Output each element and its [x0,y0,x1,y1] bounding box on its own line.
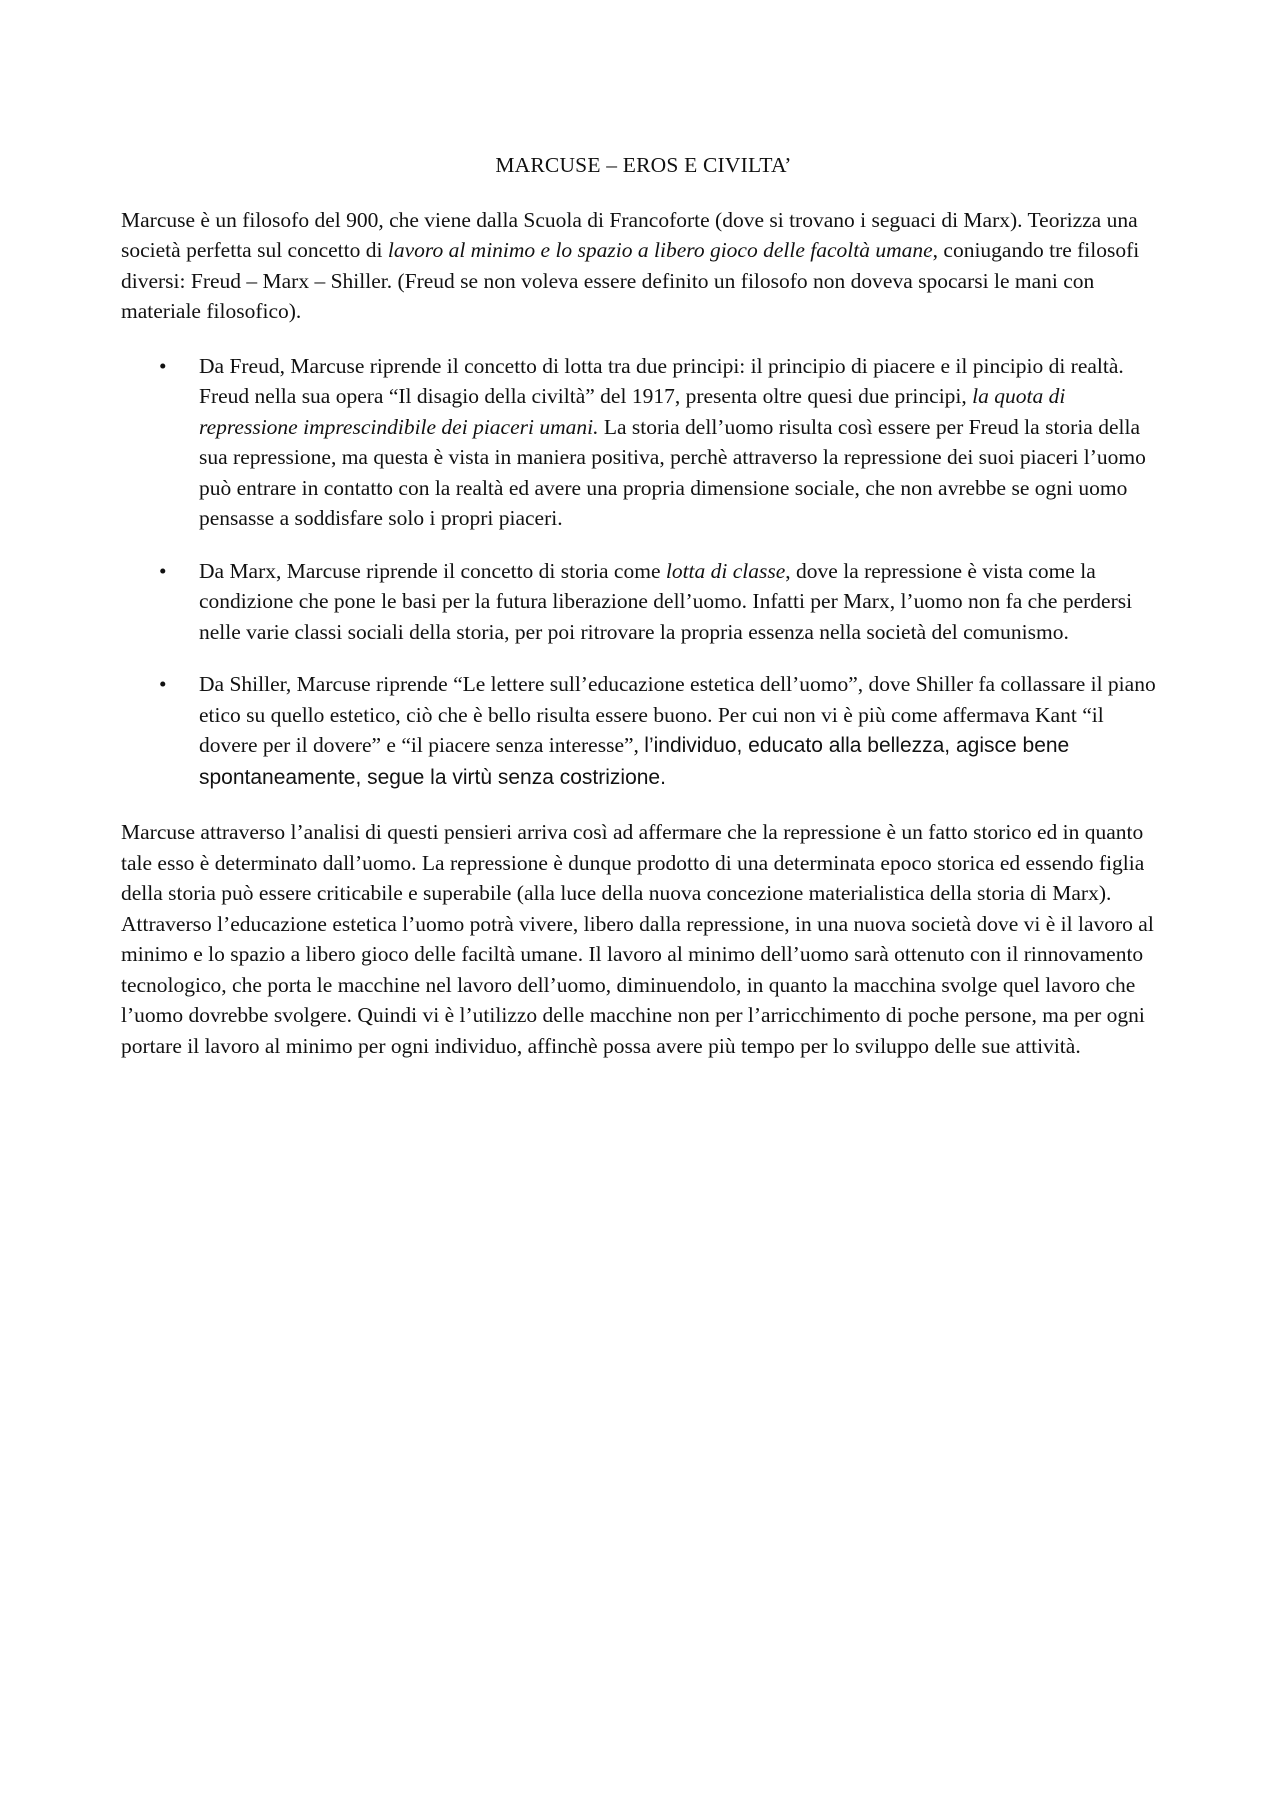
bullet-marker: • [159,558,167,583]
intro-italic-text: lavoro al minimo e lo spazio a libero gioco delle facoltà umane [387,238,933,262]
bullet-list [121,351,1166,794]
bullet-item-marx [121,556,1166,648]
bullet-marker: • [159,353,167,378]
bullet-marx-text-1: Da Marx, Marcuse riprende il concetto di storia come [199,558,666,583]
bullet-freud-italic-text: la quota di repressione imprescindibile dei piaceri umani. [199,384,1066,439]
bullet-item-shiller [121,669,1166,793]
bullet-item-freud [121,351,1166,534]
conclusion-paragraph: Marcuse attraverso l’analisi di questi pensieri arriva così ad affermare che la repressione è un fatto storico ed in quanto tale esso è determinato dall’uomo. La repressione è dunque prodotto di una determinata epoco storica ed essendo figlia della storia può essere criticabile e superabile (alla luce della nuova concezione materialistica della storia di Marx). Attraverso l’educazione estetica l’uomo potrà vivere, libero dalla repressione, in una nuova società dove vi è il lavoro al minimo e lo spazio a libero gioco delle faciltà umane. Il lavoro al minimo dell’uomo sarà ottenuto con il rinnovamento tecnologico, che porta le macchine nel lavoro dell’uomo, diminuendolo, in quanto la macchina svolge quel lavoro che l’uomo dovrebbe svolgere. Quindi vi è l’utilizzo delle macchine non per l’arricchimento di poche persone, ma per ogni portare il lavoro al minimo per ogni individuo, affinchè possa avere più tempo per lo sviluppo delle sue attività. [121,820,1154,1058]
bullet-marker: • [159,672,167,696]
document-body [121,150,1166,1085]
intro-paragraph [121,205,1166,327]
document-title: MARCUSE – EROS E CIVILTA’ [495,153,792,177]
bullet-shiller-text-1: Da Shiller, Marcuse riprende “Le lettere sull’educazione estetica dell’uomo”, dove Shiller fa collassare il piano etico su quello estetico, ciò che è bello risulta essere buono. Per cui non vi è più come affermava Kant “il dovere per il dovere” e “il piacere senza interesse”, [199,672,1156,757]
bullet-shiller-sans-text: l’individuo, educato alla bellezza, agisce bene spontaneamente, segue la virtù senza costrizione. [199,734,1070,789]
bullet-marx-italic-text: lotta di classe [665,558,786,583]
bullet-freud-text-1: Da Freud, Marcuse riprende il concetto di lotta tra due principi: il principio di piacere e il pincipio di realtà. Freud nella sua opera “Il disagio della civiltà” del 1917, presenta oltre quesi due principi, [199,353,1124,408]
intro-text-2: , coniugando tre filosofi diversi: Freud – Marx – Shiller. (Freud se non voleva essere definito un filosofo non doveva spocarsi le mani con materiale filosofico). [121,238,1140,323]
bullet-marx-text-2: , dove la repressione è vista come la condizione che pone le basi per la futura liberazione dell’uomo. Infatti per Marx, l’uomo non fa che perdersi nelle varie classi sociali della storia, per poi ritrovare la propria essenza nella società del comunismo. [199,558,1133,644]
intro-text-1: Marcuse è un filosofo del 900, che viene dalla Scuola di Francoforte (dove si trovano i seguaci di Marx). Teorizza una società perfetta sul concetto di [121,207,1138,262]
bullet-freud-text-2: La storia dell’uomo risulta così essere per Freud la storia della sua repressione, ma questa è vista in maniera positiva, perchè attraverso la repressione dei suoi piaceri l’uomo può entrare in contatto con la realtà ed avere una propria dimensione sociale, che non avrebbe se ogni uomo pensasse a soddisfare solo i propri piaceri. [199,414,1146,530]
